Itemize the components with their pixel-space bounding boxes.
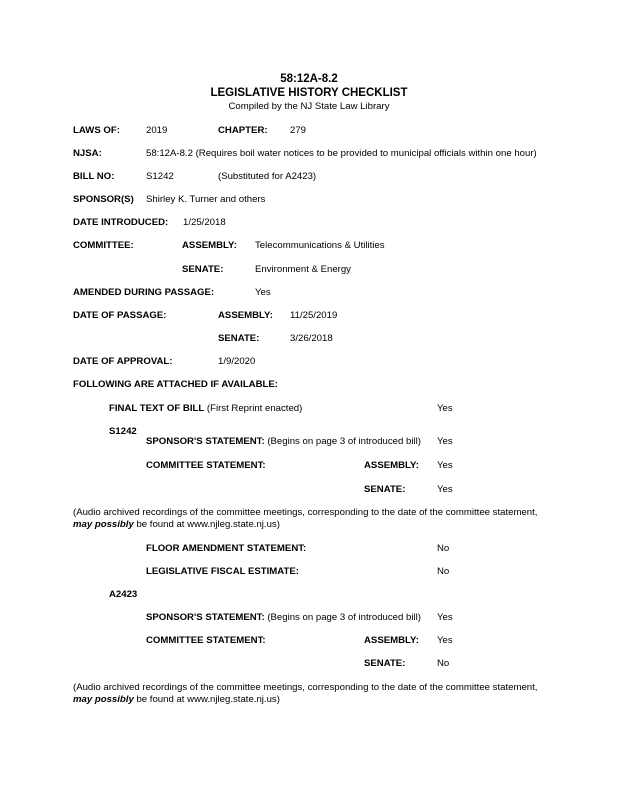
amended-value: Yes: [255, 287, 271, 298]
passage-assembly-label: ASSEMBLY:: [218, 310, 273, 321]
date-introduced-value: 1/25/2018: [183, 217, 226, 228]
chapter-value: 279: [290, 125, 307, 136]
page-title: LEGISLATIVE HISTORY CHECKLIST: [210, 87, 408, 99]
committee-label: COMMITTEE:: [73, 240, 134, 251]
s1242-audio-note: [73, 507, 543, 531]
bill-no-note: (Substituted for A2423): [218, 171, 317, 182]
a2423-audio-text-end: be found at www.njleg.state.nj.us): [133, 694, 280, 705]
approval-label: DATE OF APPROVAL:: [73, 356, 173, 367]
s1242-sponsor-value: Yes: [437, 436, 453, 447]
committee-assembly-label: ASSEMBLY:: [182, 240, 237, 251]
s1242-audio-text: (Audio archived recordings of the committee meetings, corresponding to the date of the committee statement,: [73, 507, 538, 518]
passage-senate-label: SENATE:: [218, 333, 260, 344]
floor-amendment-value: No: [437, 543, 450, 554]
s1242-sponsor-note: (Begins on page 3 of introduced bill): [267, 436, 421, 447]
a2423-sponsor-note: (Begins on page 3 of introduced bill): [267, 612, 421, 623]
floor-amendment-label: FLOOR AMENDMENT STATEMENT:: [146, 543, 307, 554]
s1242-sponsor-label: SPONSOR'S STATEMENT:: [146, 436, 265, 447]
sponsors-label: SPONSOR(S): [73, 194, 134, 205]
s1242-assembly-label: ASSEMBLY:: [364, 460, 419, 471]
njsa-value: 58:12A-8.2 (Requires boil water notices to be provided to municipal officials within one hour): [146, 148, 537, 159]
passage-label: DATE OF PASSAGE:: [73, 310, 167, 321]
laws-of-label: LAWS OF:: [73, 125, 120, 136]
bill-no-value: S1242: [146, 171, 174, 182]
a2423-sponsor-label: SPONSOR'S STATEMENT:: [146, 612, 265, 623]
s1242-senate-label: SENATE:: [364, 484, 406, 495]
a2423-audio-text: (Audio archived recordings of the committee meetings, corresponding to the date of the committee statement,: [73, 682, 538, 693]
final-text-label: FINAL TEXT OF BILL: [109, 403, 205, 414]
attached-heading: FOLLOWING ARE ATTACHED IF AVAILABLE:: [73, 379, 278, 390]
njsa-label: NJSA:: [73, 148, 102, 159]
a2423-sponsor-value: Yes: [437, 612, 453, 623]
approval-value: 1/9/2020: [218, 356, 256, 367]
final-text-row: [109, 404, 302, 414]
committee-senate-label: SENATE:: [182, 264, 224, 275]
committee-assembly-value: Telecommunications & Utilities: [255, 240, 385, 251]
date-introduced-label: DATE INTRODUCED:: [73, 217, 169, 228]
s1242-committee-label: COMMITTEE STATEMENT:: [146, 460, 266, 471]
bill-no-label: BILL NO:: [73, 171, 115, 182]
a2423-assembly-label: ASSEMBLY:: [364, 635, 419, 646]
a2423-senate-value: No: [437, 658, 450, 669]
sponsors-value: Shirley K. Turner and others: [146, 194, 266, 205]
s1242-sponsor-row: [146, 437, 421, 447]
final-text-value: Yes: [437, 403, 453, 414]
final-text-note: (First Reprint enacted): [206, 403, 303, 414]
a2423-audio-note: [73, 682, 543, 706]
chapter-label: CHAPTER:: [218, 125, 268, 136]
a2423-audio-emphasis: may possibly: [73, 694, 134, 705]
s1242-audio-text-end: be found at www.njleg.state.nj.us): [133, 519, 280, 530]
passage-senate-value: 3/26/2018: [290, 333, 333, 344]
laws-of-value: 2019: [146, 125, 168, 136]
fiscal-estimate-label: LEGISLATIVE FISCAL ESTIMATE:: [146, 566, 299, 577]
s1242-assembly-value: Yes: [437, 460, 453, 471]
committee-senate-value: Environment & Energy: [255, 264, 351, 275]
s1242-senate-value: Yes: [437, 484, 453, 495]
s1242-heading: S1242: [109, 426, 137, 437]
a2423-assembly-value: Yes: [437, 635, 453, 646]
statute-number: 58:12A-8.2: [280, 73, 338, 85]
a2423-senate-label: SENATE:: [364, 658, 406, 669]
passage-assembly-value: 11/25/2019: [290, 310, 338, 321]
a2423-committee-label: COMMITTEE STATEMENT:: [146, 635, 266, 646]
a2423-sponsor-row: [146, 613, 421, 623]
compiled-by: Compiled by the NJ State Law Library: [228, 101, 390, 112]
amended-label: AMENDED DURING PASSAGE:: [73, 287, 215, 298]
s1242-audio-emphasis: may possibly: [73, 519, 134, 530]
fiscal-estimate-value: No: [437, 566, 450, 577]
a2423-heading: A2423: [109, 589, 138, 600]
